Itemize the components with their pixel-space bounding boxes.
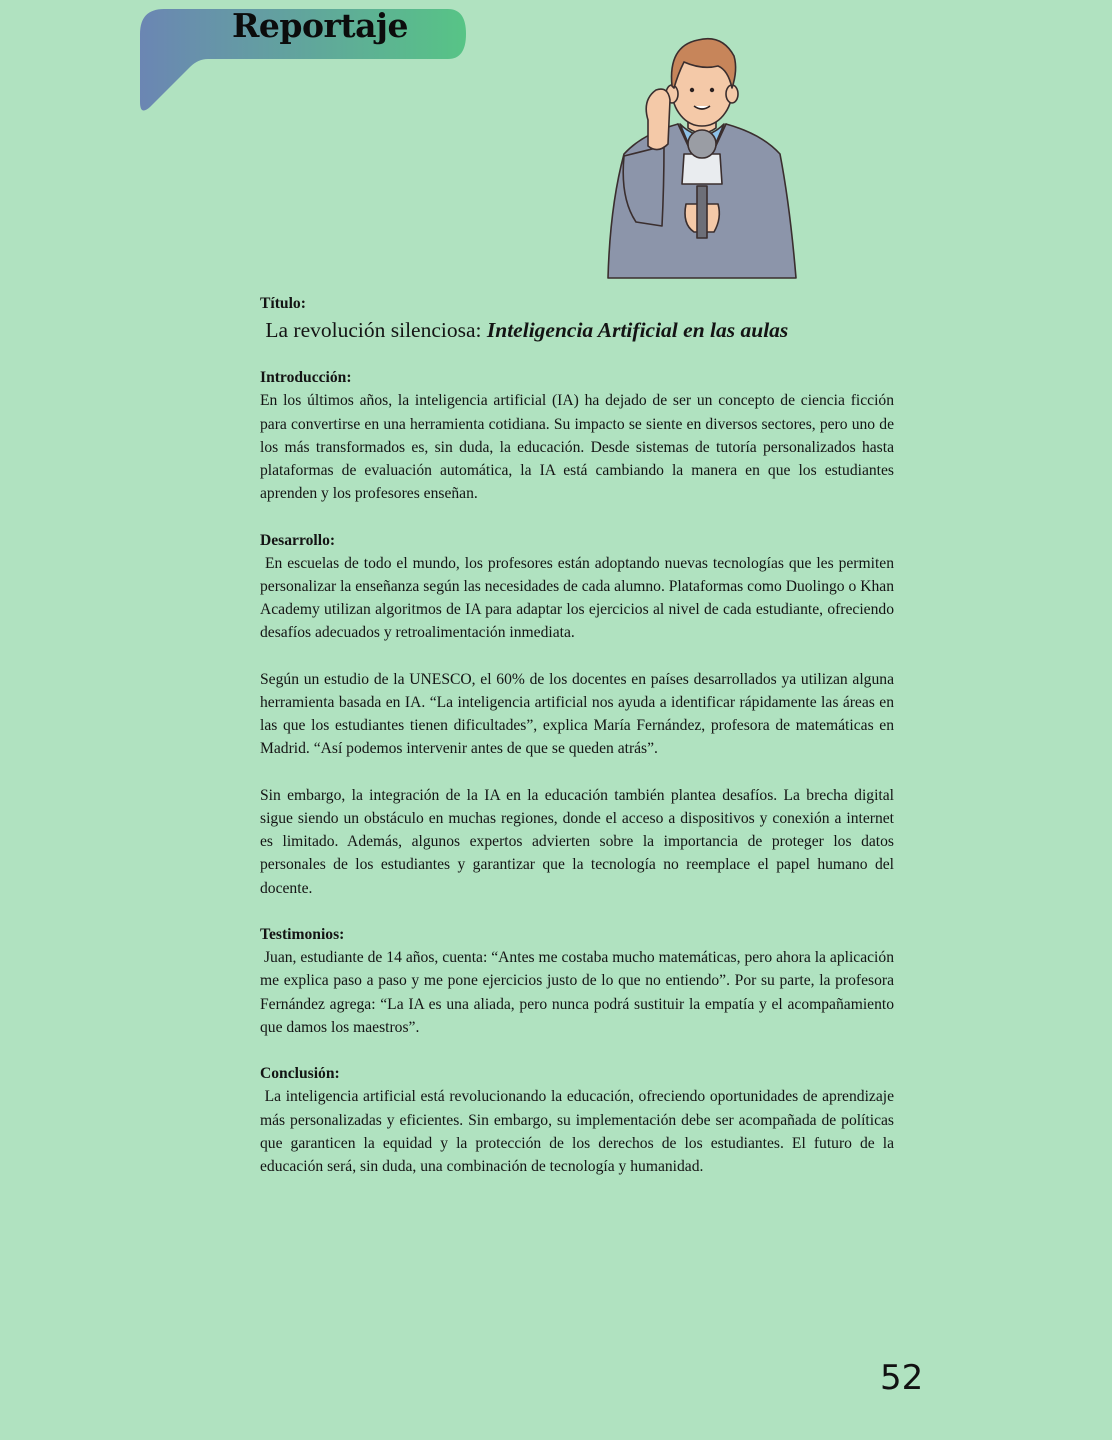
development-paragraph-1: En escuelas de todo el mundo, los profesores están adoptando nuevas tecnologías que les permiten personalizar la enseñanza según las necesidades de cada alumno. Plataformas como Duolingo o Khan Academy utilizan algoritmos de IA para adaptar los ejercicios al nivel de cada estudiante, ofreciendo desafíos adecuados y retroalimentación inmediata. (260, 554, 898, 642)
intro-label: Introducción: (260, 369, 352, 387)
testimonials-label: Testimonios: (260, 926, 345, 944)
conclusion-paragraph: La inteligencia artificial está revolucionando la educación, ofreciendo oportunidades de aprendizaje más personalizadas y eficientes. Sin embargo, su implementación debe ser acompañada de políticas que garanticen la equidad y la protección de los derechos de los estudiantes. El futuro de la educación será, sin duda, una combinación de tecnología y humanidad. (260, 1088, 898, 1176)
title-emphasis: Inteligencia Artificial en las aulas (486, 318, 789, 343)
reporter-with-microphone-icon (602, 26, 802, 288)
title-prefix: La revolución silenciosa: (265, 318, 487, 343)
page-number: 52 (880, 1358, 924, 1398)
article-body (260, 292, 898, 1178)
testimonials-paragraph: Juan, estudiante de 14 años, cuenta: “Antes me costaba mucho matemáticas, pero ahora la aplicación me explica paso a paso y me pone ejercicios justo de lo que no entiendo”. Por su parte, la profesora Fernández agrega: “La IA es una aliada, pero nunca podrá sustituir la empatía y el acompañamiento que damos los maestros”. (260, 949, 898, 1036)
development-paragraph-3: Sin embargo, la integración de la IA en la educación también plantea desafíos. La brecha digital sigue siendo un obstáculo en muchas regiones, donde el acceso a dispositivos y conexión a internet es limitado. Además, algunos expertos advierten sobre la importancia de proteger los datos personales de los estudiantes y garantizar que la tecnología no reemplace el papel humano del docente. (260, 786, 894, 897)
article-title (260, 315, 894, 345)
intro-paragraph: En los últimos años, la inteligencia artificial (IA) ha dejado de ser un concepto de ciencia ficción para convertirse en una herramienta cotidiana. Su impacto se siente en diversos sectores, pero uno de los más transformados es, sin duda, la educación. Desde sistemas de tutoría personalizados hasta plataformas de evaluación automática, la IA está cambiando la manera en que los estudiantes aprenden y los profesores enseñan. (260, 392, 894, 503)
section-title: Reportaje (232, 6, 408, 45)
title-label: Título: (260, 295, 306, 312)
conclusion-label: Conclusión: (260, 1065, 340, 1083)
development-paragraph-2: Según un estudio de la UNESCO, el 60% de los docentes en países desarrollados ya utilizan alguna herramienta basada en IA. “La inteligencia artificial nos ayuda a identificar rápidamente las áreas en las que los estudiantes tienen dificultades”, explica María Fernández, profesora de matemáticas en Madrid. “Así podemos intervenir antes de que se queden atrás”. (260, 670, 894, 758)
development-label: Desarrollo: (260, 531, 336, 549)
